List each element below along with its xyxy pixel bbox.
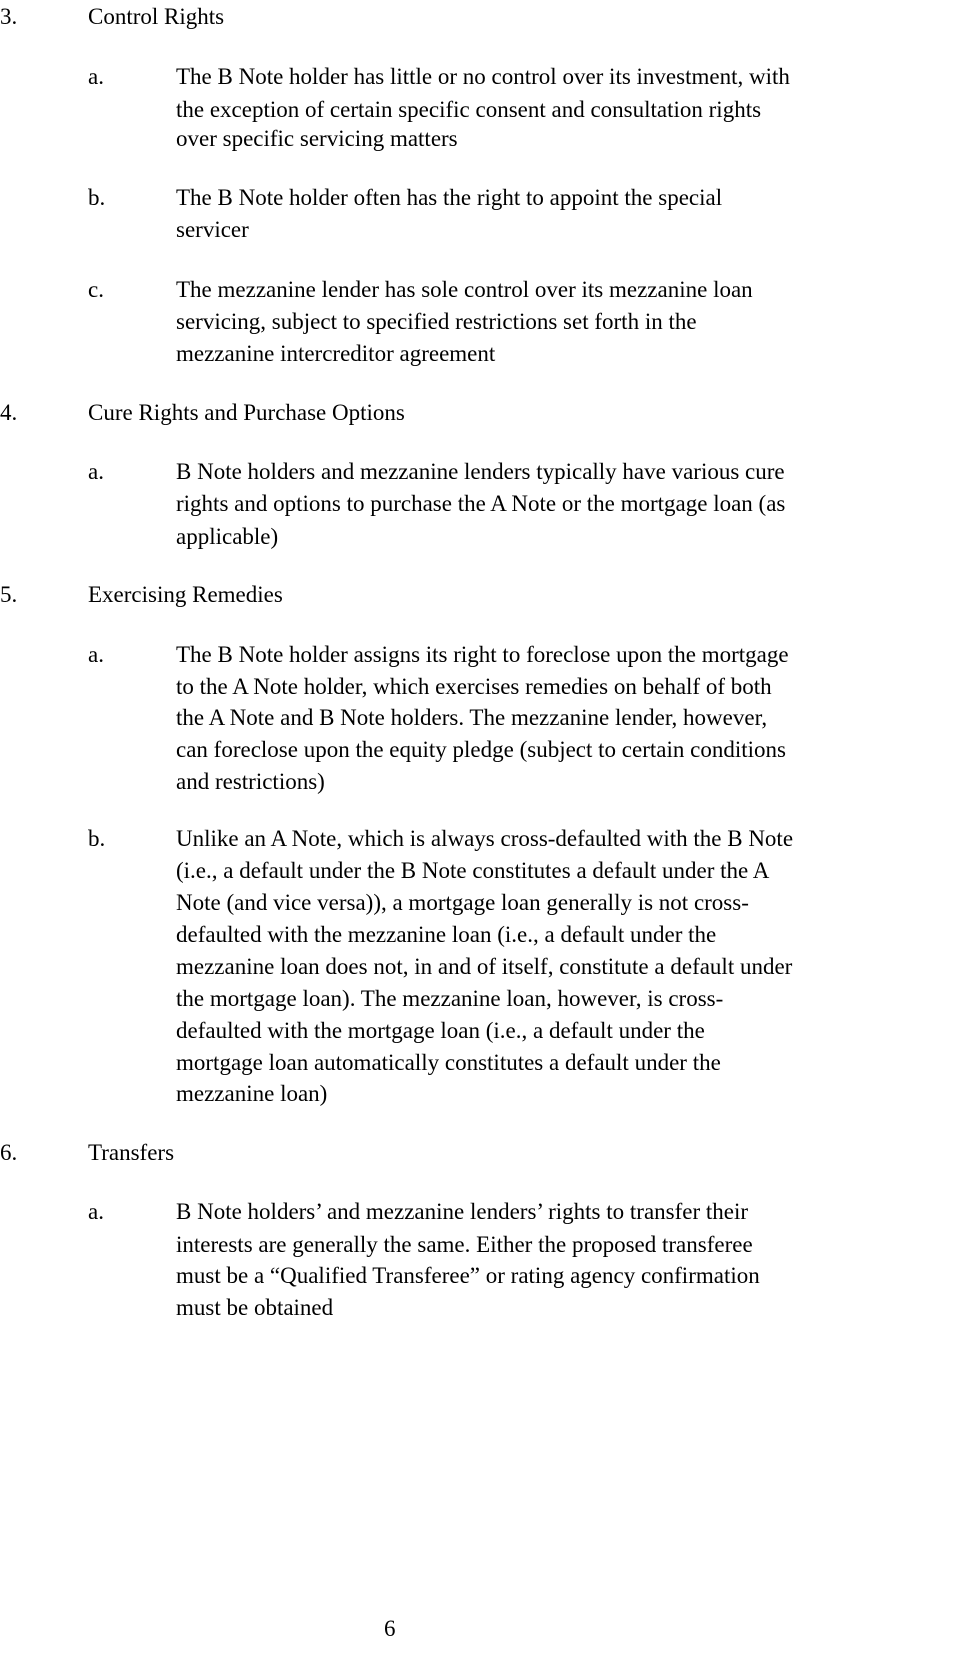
- section-6-item-a-letter: a.: [88, 1199, 104, 1224]
- section-4-item-a-line-1: B Note holders and mezzanine lenders typically have various cure: [176, 459, 785, 484]
- section-5-item-b-line-3: Note (and vice versa)), a mortgage loan generally is not cross-: [176, 890, 749, 915]
- section-3-item-b-letter: b.: [88, 185, 106, 210]
- section-5-number: 5.: [0, 582, 18, 607]
- section-4-item-a-line-2: rights and options to purchase the A Note or the mortgage loan (as: [176, 491, 786, 516]
- section-3-item-c-line-1: The mezzanine lender has sole control over its mezzanine loan: [176, 277, 753, 302]
- section-6-item-a-line-4: must be obtained: [176, 1295, 334, 1320]
- section-5-item-a-line-2: to the A Note holder, which exercises remedies on behalf of both: [176, 674, 772, 699]
- section-5-title: Exercising Remedies: [88, 582, 283, 607]
- section-5-item-a-line-1: The B Note holder assigns its right to foreclose upon the mortgage: [176, 642, 789, 667]
- section-3-item-c-line-2: servicing, subject to specified restrictions set forth in the: [176, 309, 697, 334]
- section-5-item-b-line-6: the mortgage loan). The mezzanine loan, however, is cross-: [176, 986, 724, 1011]
- section-5-item-a-line-3: the A Note and B Note holders. The mezzanine lender, however,: [176, 705, 768, 730]
- section-6-title: Transfers: [88, 1140, 175, 1165]
- section-3-item-a-line-2: the exception of certain specific consent and consultation rights: [176, 97, 762, 122]
- section-3-item-c-line-3: mezzanine intercreditor agreement: [176, 341, 496, 366]
- section-5-item-b-line-1: Unlike an A Note, which is always cross-defaulted with the B Note: [176, 826, 794, 851]
- section-3-item-c-letter: c.: [88, 277, 104, 302]
- section-6-item-a-line-2: interests are generally the same. Either the proposed transferee: [176, 1232, 753, 1257]
- section-3-item-a-letter: a.: [88, 64, 104, 89]
- section-3-number: 3.: [0, 4, 18, 29]
- section-5-item-b-line-7: defaulted with the mortgage loan (i.e., a default under the: [176, 1018, 705, 1043]
- section-5-item-a-line-4: can foreclose upon the equity pledge (subject to certain conditions: [176, 737, 786, 762]
- section-3-title: Control Rights: [88, 4, 225, 29]
- section-6-item-a-line-3: must be a “Qualified Transferee” or rating agency confirmation: [176, 1263, 760, 1288]
- section-5-item-b-letter: b.: [88, 826, 106, 851]
- section-5-item-a-line-5: and restrictions): [176, 769, 325, 794]
- section-4-number: 4.: [0, 400, 18, 425]
- section-5-item-b-line-4: defaulted with the mezzanine loan (i.e., a default under the: [176, 922, 717, 947]
- section-5-item-b-line-9: mezzanine loan): [176, 1081, 328, 1106]
- section-6-number: 6.: [0, 1140, 18, 1165]
- section-5-item-a-letter: a.: [88, 642, 104, 667]
- page-number: 6: [384, 1616, 396, 1641]
- section-5-item-b-line-5: mezzanine loan does not, in and of itself, constitute a default under: [176, 954, 793, 979]
- section-3-item-a-line-1: The B Note holder has little or no control over its investment, with: [176, 64, 790, 89]
- section-3-item-b-line-2: servicer: [176, 217, 249, 242]
- section-5-item-b-line-8: mortgage loan automatically constitutes a default under the: [176, 1050, 721, 1075]
- section-3-item-a-line-3: over specific servicing matters: [176, 126, 458, 151]
- section-4-item-a-line-3: applicable): [176, 524, 279, 549]
- section-4-item-a-letter: a.: [88, 459, 104, 484]
- section-6-item-a-line-1: B Note holders’ and mezzanine lenders’ rights to transfer their: [176, 1199, 749, 1224]
- section-4-title: Cure Rights and Purchase Options: [88, 400, 405, 425]
- section-3-item-b-line-1: The B Note holder often has the right to appoint the special: [176, 185, 723, 210]
- section-5-item-b-line-2: (i.e., a default under the B Note constitutes a default under the A: [176, 858, 770, 883]
